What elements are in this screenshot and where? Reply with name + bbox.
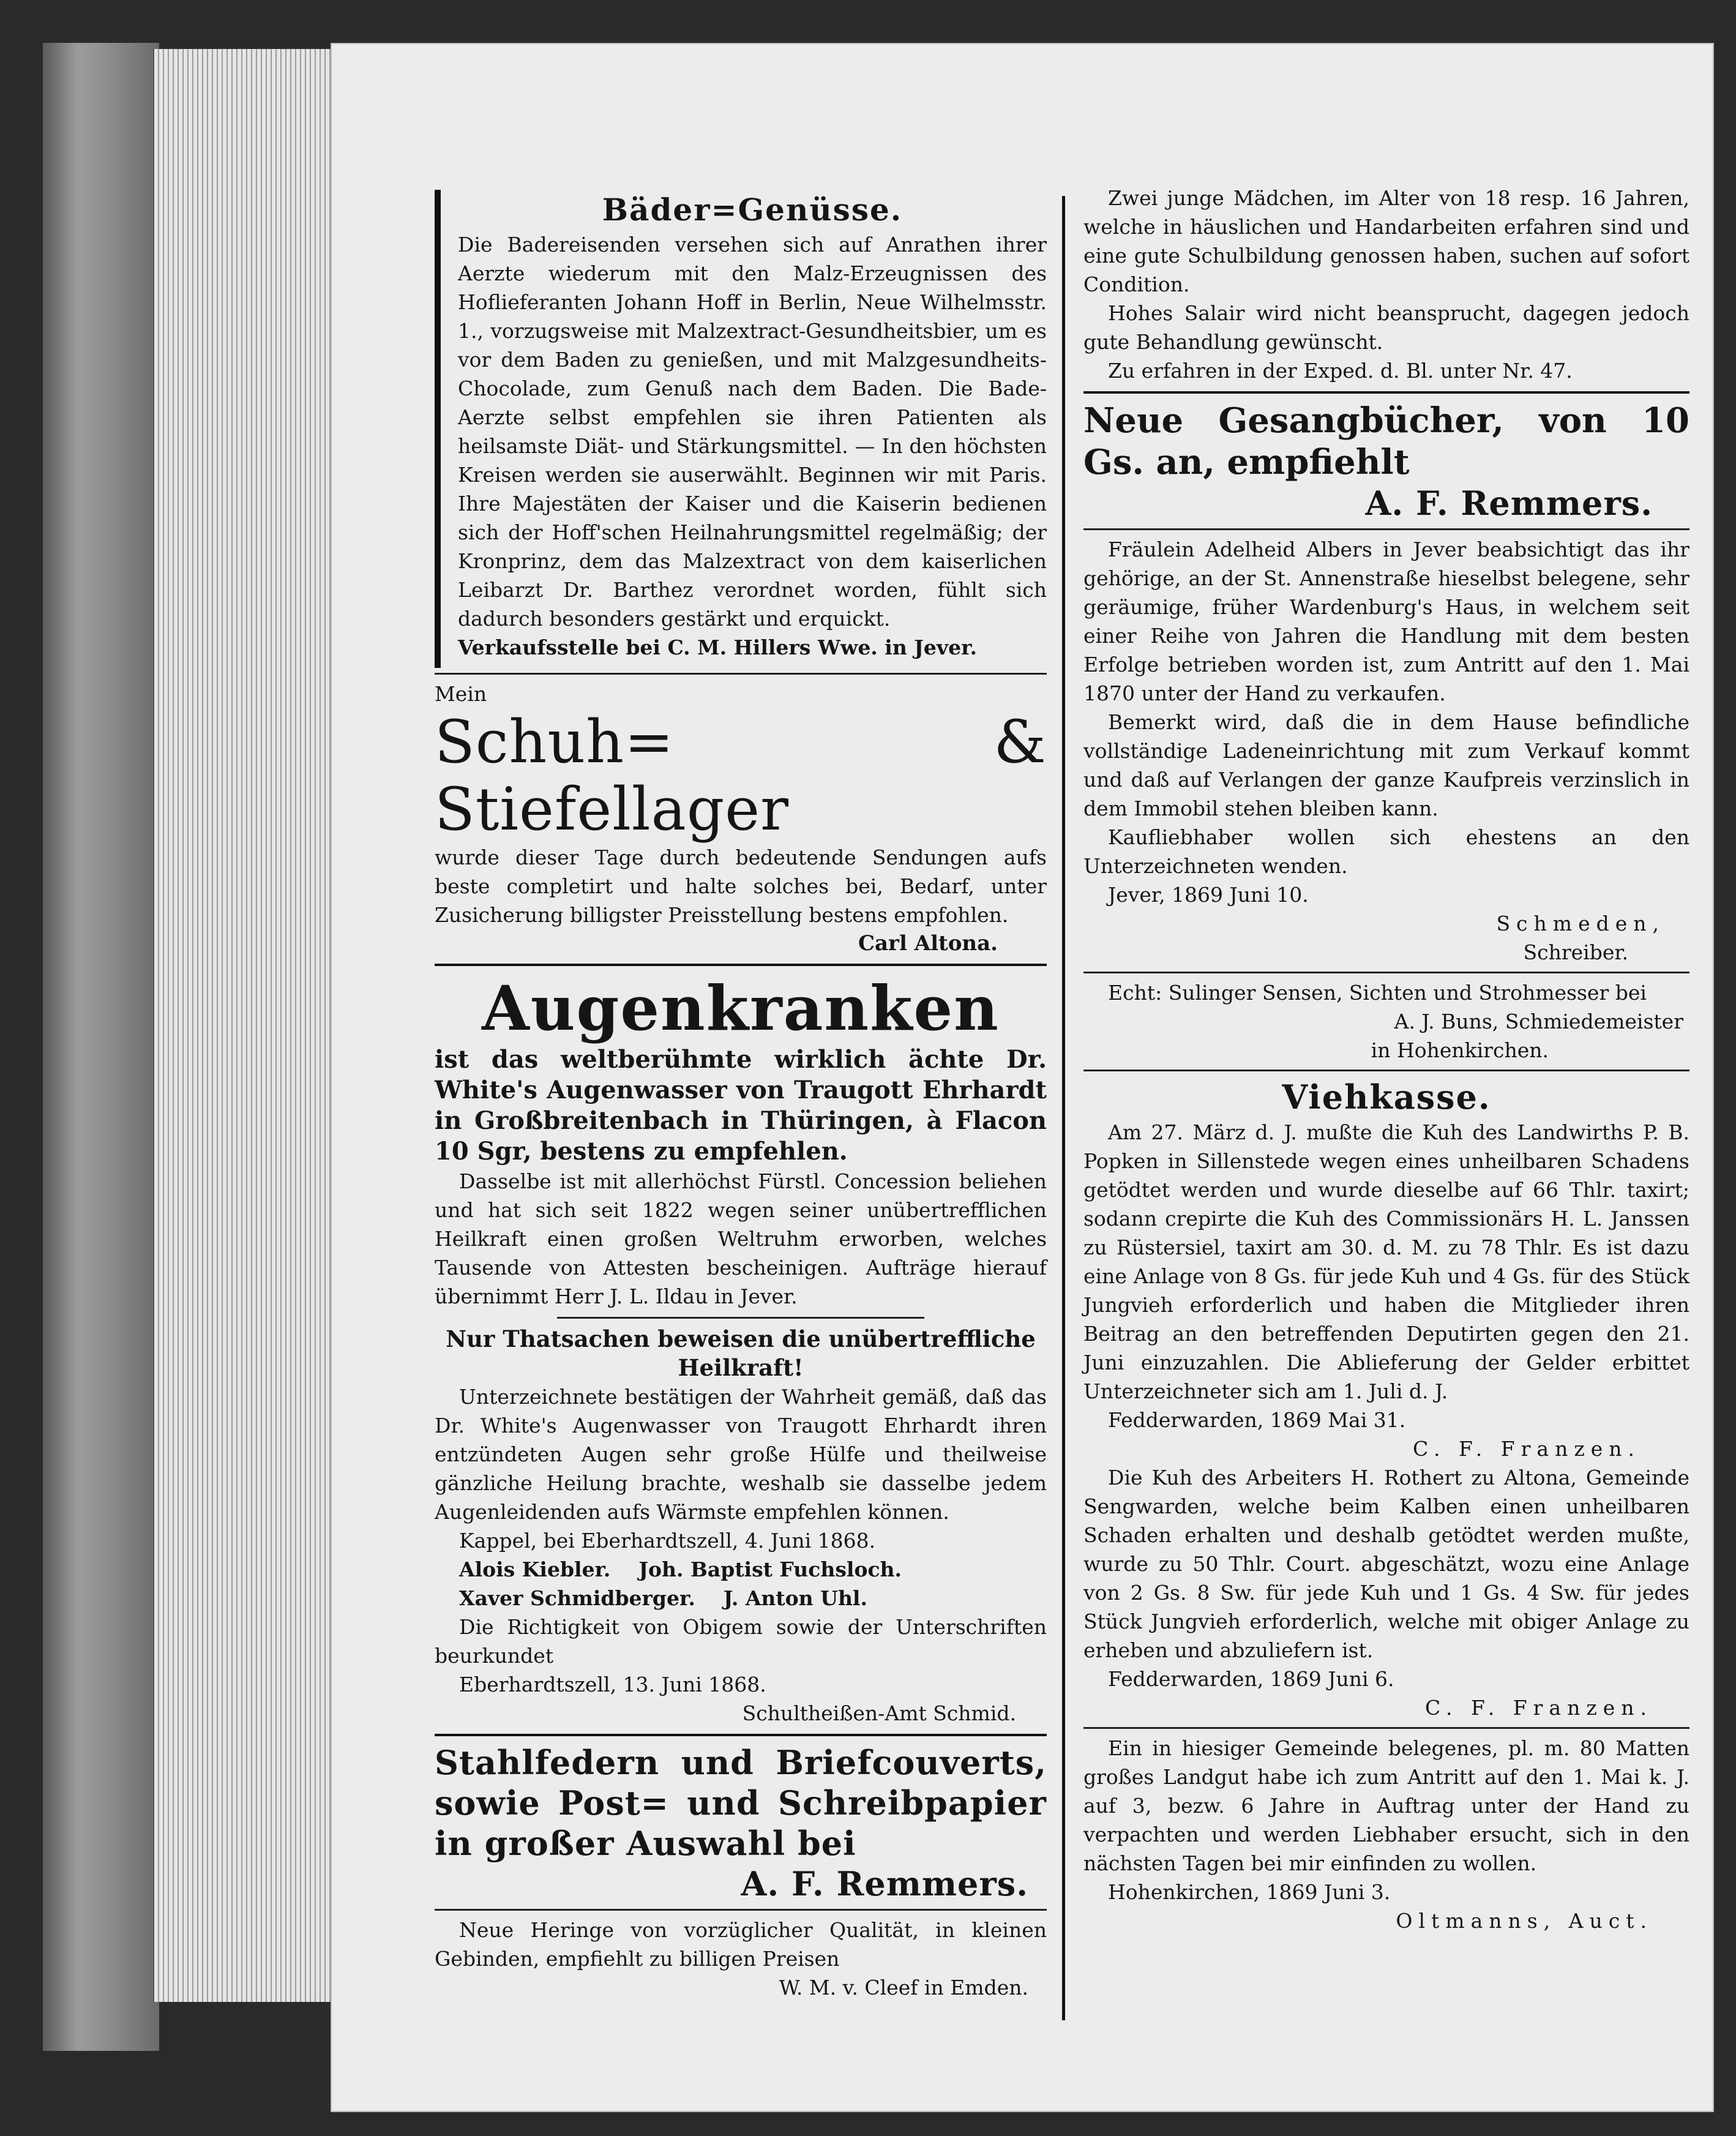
- ad-landgut: [1083, 1734, 1689, 1935]
- ad-signers: Alois Kiebler. Joh. Baptist Fuchsloch.: [459, 1557, 902, 1581]
- ad-hausverkauf: [1083, 535, 1689, 967]
- ad-title: Augenkranken: [482, 972, 1000, 1044]
- ad-date: Jever, 1869 Juni 10.: [1108, 883, 1309, 907]
- ad-augenkranken: [435, 972, 1047, 1728]
- ad-date: Fedderwarden, 1869 Juni 6.: [1108, 1667, 1394, 1691]
- ad-office: Schultheißen-Amt Schmid.: [742, 1701, 1016, 1725]
- ad-certification: Die Richtigkeit von Obigem sowie der Unterschriften beurkundet: [435, 1615, 1047, 1668]
- ad-sale-point: Verkaufsstelle bei C. M. Hillers Wwe. in Jever.: [458, 635, 977, 659]
- divider: [435, 1734, 1047, 1736]
- ad-signature: C. F. Franzen.: [1424, 1696, 1653, 1720]
- ad-title: Neue Gesangbücher, von 10 Gs. an, empfiehlt: [1083, 400, 1689, 482]
- ad-maedchen: [1083, 184, 1689, 385]
- ad-heringe: [435, 1916, 1047, 2002]
- ad-intro-word: Mein: [435, 682, 487, 706]
- ad-title: Bäder=Genüsse.: [602, 192, 903, 228]
- ad-salary: Hohes Salair wird nicht beansprucht, dagegen jedoch gute Behandlung gewünscht.: [1083, 301, 1689, 354]
- divider: [1083, 972, 1689, 973]
- divider: [435, 1909, 1047, 1911]
- ad-sensen: [1083, 978, 1689, 1065]
- ad-place-date: Kappel, bei Eberhardtszell, 4. Juni 1868.: [459, 1529, 876, 1553]
- ad-signature-title: Schreiber.: [1523, 940, 1628, 964]
- ad-body: Fräulein Adelheid Albers in Jever beabsichtigt das ihr gehörige, an der St. Annenstraße hieselbst belegene, sehr geräumige, früher Wardenburg's Haus, in welchem seit einer Reihe von Jahren die Handlung mit dem besten Erfolge betrieben worden ist, zum Antritt auf den 1. Mai 1870 unter der Hand zu verkaufen.: [1083, 538, 1689, 705]
- ad-gesangbuecher: [1083, 400, 1689, 523]
- ad-schuh-stiefellager: [435, 680, 1047, 957]
- ad-viehkasse: [1083, 1076, 1689, 1722]
- ad-body: wurde dieser Tage durch bedeutende Sendungen aufs beste completirt und halte solches bei, Bedarf, unter Zusicherung billigster Preisstellung bestens empfohlen.: [435, 845, 1047, 927]
- ad-signature: C. F. Franzen.: [1412, 1437, 1641, 1461]
- ad-title: Viehkasse.: [1282, 1077, 1491, 1117]
- ad-signature: A. F. Remmers.: [1365, 484, 1653, 523]
- divider: [435, 673, 1047, 675]
- ad-body: Neue Heringe von vorzüglicher Qualität, in kleinen Gebinden, empfiehlt zu billigen Preisen: [435, 1918, 1047, 1971]
- ad-signature-place: in Hohenkirchen.: [1371, 1038, 1549, 1062]
- column-divider: [1062, 196, 1065, 2020]
- divider: [1083, 528, 1689, 530]
- ad-date: Fedderwarden, 1869 Mai 31.: [1108, 1408, 1406, 1432]
- ad-body: Dasselbe ist mit allerhöchst Fürstl. Concession beliehen und hat sich seit 1822 wegen seiner unübertrefflichen Heilkraft einen großen Weltruhm erworben, welches Tausende von Attesten bescheinigen. Aufträge hierauf übernimmt Herr J. L. Ildau in Jever.: [435, 1169, 1047, 1308]
- ad-intro: ist das weltberühmte wirklich ächte Dr. White's Augenwasser von Traugott Ehrhardt in Großbreitenbach in Thüringen, à Flacon 10 Sgr, bestens zu empfehlen.: [435, 1045, 1047, 1166]
- ad-date: Hohenkirchen, 1869 Juni 3.: [1108, 1880, 1391, 1904]
- ad-testimony: Unterzeichnete bestätigen der Wahrheit gemäß, daß das Dr. White's Augenwasser von Traugott Ehrhardt ihren entzündeten Augen sehr große Hülfe und theilweise gänzliche Heilung brachte, weshalb sie dasselbe jedem Augenleidenden aufs Wärmste empfehlen können.: [435, 1385, 1047, 1524]
- ad-body: Die Badereisenden versehen sich auf Anrathen ihrer Aerzte wiederum mit den Malz-Erzeugnissen des Hoflieferanten Johann Hoff in Berlin, Neue Wilhelmsstr. 1., vorzugsweise mit Malzextract-Gesundheitsbier, um es vor dem Baden zu genießen, und mit Malzgesundheits-Chocolade, zum Genuß nach dem Baden. Die Bade-Aerzte selbst empfehlen sie ihren Patienten als heilsamste Diät- und Stärkungsmittel. — In den höchsten Kreisen werden sie auserwählt. Beginnen wir mit Paris. Ihre Majestäten der Kaiser und die Kaiserin bedienen sich der Hoff'schen Heilnahrungsmittel regelmäßig; der Kronprinz, dem das Malzextract von dem kaiserlichen Leibarzt Dr. Barthez verordnet worden, fühlt sich dadurch besonders gestärkt und erquickt.: [458, 233, 1047, 631]
- book-spine: [43, 43, 159, 2051]
- ad-body: Die Kuh des Arbeiters H. Rothert zu Altona, Gemeinde Sengwarden, welche beim Kalben einen unheilbaren Schaden erhalten und deshalb getödtet werden mußte, wurde zu 50 Thlr. Court. abgeschätzt, wozu eine Anlage von 2 Gs. 8 Sw. für jede Kuh und 1 Gs. 4 Sw. für jedes Stück Jungvieh erforderlich, welche mit obiger Anlage zu erheben und abzuliefern ist.: [1083, 1466, 1689, 1662]
- ad-signature: A. F. Remmers.: [741, 1864, 1028, 1903]
- ad-stahlfedern: [435, 1742, 1047, 1904]
- ad-buyers: Kaufliebhaber wollen sich ehestens an den Unterzeichneten wenden.: [1083, 825, 1689, 878]
- ad-body: Ein in hiesiger Gemeinde belegenes, pl. m. 80 Matten großes Landgut habe ich zum Antritt auf den 1. Mai k. J. auf 3, bezw. 6 Jahre in Auftrag unter der Hand zu verpachten und werden Liebhaber ersucht, sich in den nächsten Tagen bei mir einfinden zu wollen.: [1083, 1736, 1689, 1875]
- divider: [1083, 391, 1689, 394]
- ad-place-date: Eberhardtszell, 13. Juni 1868.: [459, 1673, 766, 1696]
- divider: [1083, 1070, 1689, 1071]
- ad-title: Stahlfedern und Briefcouverts, sowie Post= und Schreibpapier in großer Auswahl bei: [435, 1743, 1047, 1863]
- ad-claim: Nur Thatsachen beweisen die unübertreffliche Heilkraft!: [446, 1325, 1036, 1381]
- ad-signature: W. M. v. Cleef in Emden.: [779, 1976, 1028, 1999]
- ad-body: Am 27. März d. J. mußte die Kuh des Landwirths P. B. Popken in Sillenstede wegen eines unheilbaren Schadens getödtet werden und wurde dieselbe auf 66 Thlr. taxirt; sodann crepirte die Kuh des Commissionärs H. L. Janssen zu Rüstersiel, taxirt am 30. d. M. zu 78 Thlr. Es ist dazu eine Anlage von 8 Gs. für jede Kuh und 4 Gs. für des Stück Jungvieh erforderlich und haben die Mitglieder ihren Beitrag an den betreffenden Deputirten gegen den 21. Juni einzuzahlen. Die Ablieferung der Gelder erbittet Unterzeichneter sich am 1. Juli d. J.: [1083, 1120, 1689, 1403]
- ad-signature: Schmeden,: [1496, 912, 1665, 935]
- page-edges: [153, 49, 338, 2002]
- ad-signature: Oltmanns, Auct.: [1396, 1909, 1653, 1933]
- ad-title: Schuh= & Stiefellager: [435, 708, 1047, 844]
- ad-baeder-genuesse: [435, 190, 1047, 668]
- newspaper-page: [331, 43, 1714, 2112]
- ad-info: Zu erfahren in der Exped. d. Bl. unter Nr. 47.: [1108, 359, 1573, 383]
- page-content: [435, 147, 1689, 1999]
- ad-signature: Carl Altona.: [858, 931, 998, 956]
- ad-body: Echt: Sulinger Sensen, Sichten und Strohmesser bei: [1108, 981, 1647, 1005]
- left-column: [435, 147, 1047, 2002]
- ad-body: Zwei junge Mädchen, im Alter von 18 resp. 16 Jahren, welche in häuslichen und Handarbeiten erfahren sind und eine gute Schulbildung genossen haben, suchen auf sofort Condition.: [1083, 186, 1689, 296]
- right-column: [1083, 147, 1689, 1935]
- divider: [1083, 1727, 1689, 1729]
- divider: [557, 1317, 924, 1319]
- divider: [435, 964, 1047, 966]
- ad-signature: A. J. Buns, Schmiedemeister: [1394, 1010, 1683, 1033]
- ad-signers: Xaver Schmidberger. J. Anton Uhl.: [459, 1586, 867, 1610]
- ad-note: Bemerkt wird, daß die in dem Hause befindliche vollständige Ladeneinrichtung mit zum Verkauf kommt und daß auf Verlangen der ganze Kaufpreis verzinslich in dem Immobil stehen bleiben kann.: [1083, 710, 1689, 820]
